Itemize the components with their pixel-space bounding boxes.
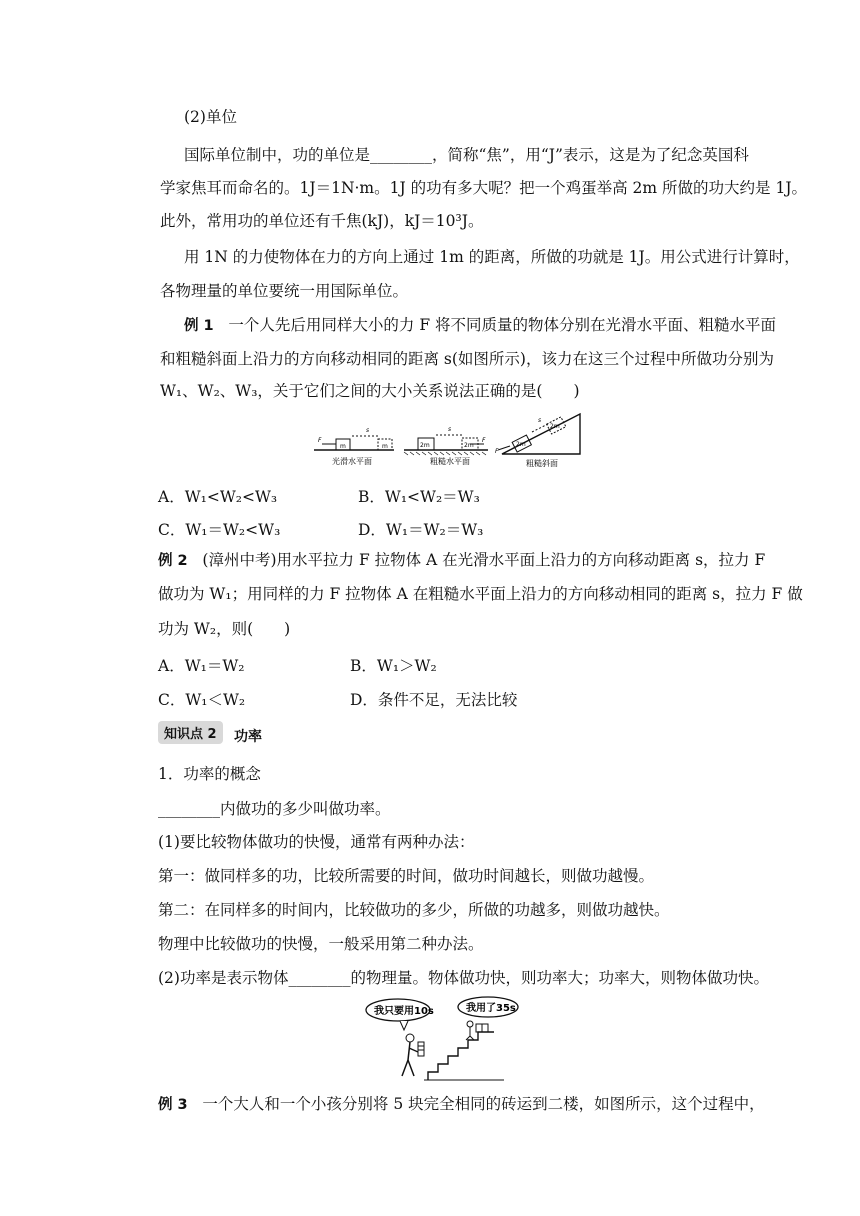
example-3-text: 一个大人和一个小孩分别将 5 块完全相同的砖运到二楼，如图所示，这个过程中，	[202, 1095, 765, 1113]
fig-caption: 粗糙斜面	[526, 459, 558, 468]
example-1-option-c: C．W₁＝W₂<W₃	[158, 521, 281, 539]
example-3-line	[158, 1094, 765, 1115]
fig-mark: F	[318, 437, 322, 444]
example-2-line	[158, 550, 765, 571]
unit-heading: (2)单位	[184, 108, 237, 126]
power-line: ________内做功的多少叫做功率。	[158, 800, 391, 818]
power-line: 第二：在同样多的时间内，比较做功的多少，所做的功越多，则做功越快。	[158, 901, 670, 919]
fig-mark: s	[448, 426, 452, 433]
example-2-option-d: D．条件不足，无法比较	[350, 691, 518, 709]
unit-paragraph-line: 此外，常用功的单位还有千焦(kJ)，kJ＝10³J。	[160, 212, 484, 230]
example-1-line	[184, 315, 776, 336]
fig-mark: F	[482, 437, 486, 444]
example-1-option-a: A．W₁<W₂<W₃	[158, 488, 278, 506]
example-1-line: W₁、W₂、W₃，关于它们之间的大小关系说法正确的是( )	[160, 382, 580, 400]
power-line: (2)功率是表示物体________的物理量。物体做功快，则功率大；功率大，则物体做功快。	[158, 969, 769, 987]
unit-paragraph-line: 用 1N 的力使物体在力的方向上通过 1m 的距离，所做的功就是 1J。用公式进行计算时，	[184, 248, 800, 266]
example-1-line: 和粗糙斜面上沿力的方向移动相同的距离 s(如图所示)，该力在这三个过程中所做功分别为	[160, 350, 774, 368]
fig-mark: 2m	[464, 442, 474, 449]
power-line: 第一：做同样多的功，比较所需要的时间，做功时间越长，则做功越慢。	[158, 867, 655, 885]
power-line: 物理中比较做功的快慢，一般采用第二种办法。	[158, 935, 484, 953]
example-2-label: 例 2	[158, 553, 188, 569]
knowledge-point-title: 功率	[234, 729, 262, 745]
fig-mark: 2m	[516, 441, 526, 448]
knowledge-point-badge: 知识点 2	[158, 721, 223, 744]
power-heading: 1．功率的概念	[158, 765, 261, 783]
fig-caption: 粗糙水平面	[430, 457, 470, 466]
example-1-figure	[312, 408, 584, 470]
unit-paragraph-line: 各物理量的单位要统一用国际单位。	[160, 282, 409, 300]
example-2-line: 做功为 W₁；用同样的力 F 拉物体 A 在粗糙水平面上沿力的方向移动相同的距离 s，拉力 F 做	[158, 585, 803, 603]
stairs-illustration	[364, 996, 534, 1082]
example-2-text: (漳州中考)用水平拉力 F 拉物体 A 在光滑水平面上沿力的方向移动距离 s，拉力 F	[202, 551, 766, 569]
fig-mark: 2m	[420, 442, 430, 449]
example-2-option-c: C．W₁＜W₂	[158, 691, 246, 709]
example-2-option-a: A．W₁＝W₂	[158, 657, 245, 675]
fig-caption: 光滑水平面	[332, 457, 372, 466]
speech-bubble-adult: 我只要用10s	[374, 1006, 434, 1017]
power-line: (1)要比较物体做功的快慢，通常有两种办法：	[158, 833, 475, 851]
example-2-line: 功为 W₂，则( )	[158, 620, 291, 638]
fig-mark: s	[538, 417, 542, 424]
unit-paragraph-line: 学家焦耳而命名的。1J＝1N·m。1J 的功有多大呢？把一个鸡蛋举高 2m 所做的功大约是 1J。	[160, 179, 808, 197]
example-3-label: 例 3	[158, 1097, 188, 1113]
fig-mark: F	[495, 448, 499, 455]
speech-bubble-child: 我用了35s	[466, 1003, 516, 1014]
unit-paragraph-line: 国际单位制中，功的单位是________，简称“焦”，用“J”表示，这是为了纪念英国科	[184, 146, 749, 164]
fig-mark: m	[340, 443, 346, 450]
example-1-option-b: B．W₁<W₂＝W₃	[358, 488, 480, 506]
example-1-text: 一个人先后用同样大小的力 F 将不同质量的物体分别在光滑水平面、粗糙水平面	[228, 316, 777, 334]
example-2-option-b: B．W₁＞W₂	[350, 657, 437, 675]
example-1-label: 例 1	[184, 318, 214, 334]
fig-mark: m	[382, 443, 388, 450]
fig-mark: 2m	[550, 423, 560, 430]
example-1-option-d: D．W₁＝W₂＝W₃	[358, 521, 484, 539]
fig-mark: s	[366, 427, 370, 434]
